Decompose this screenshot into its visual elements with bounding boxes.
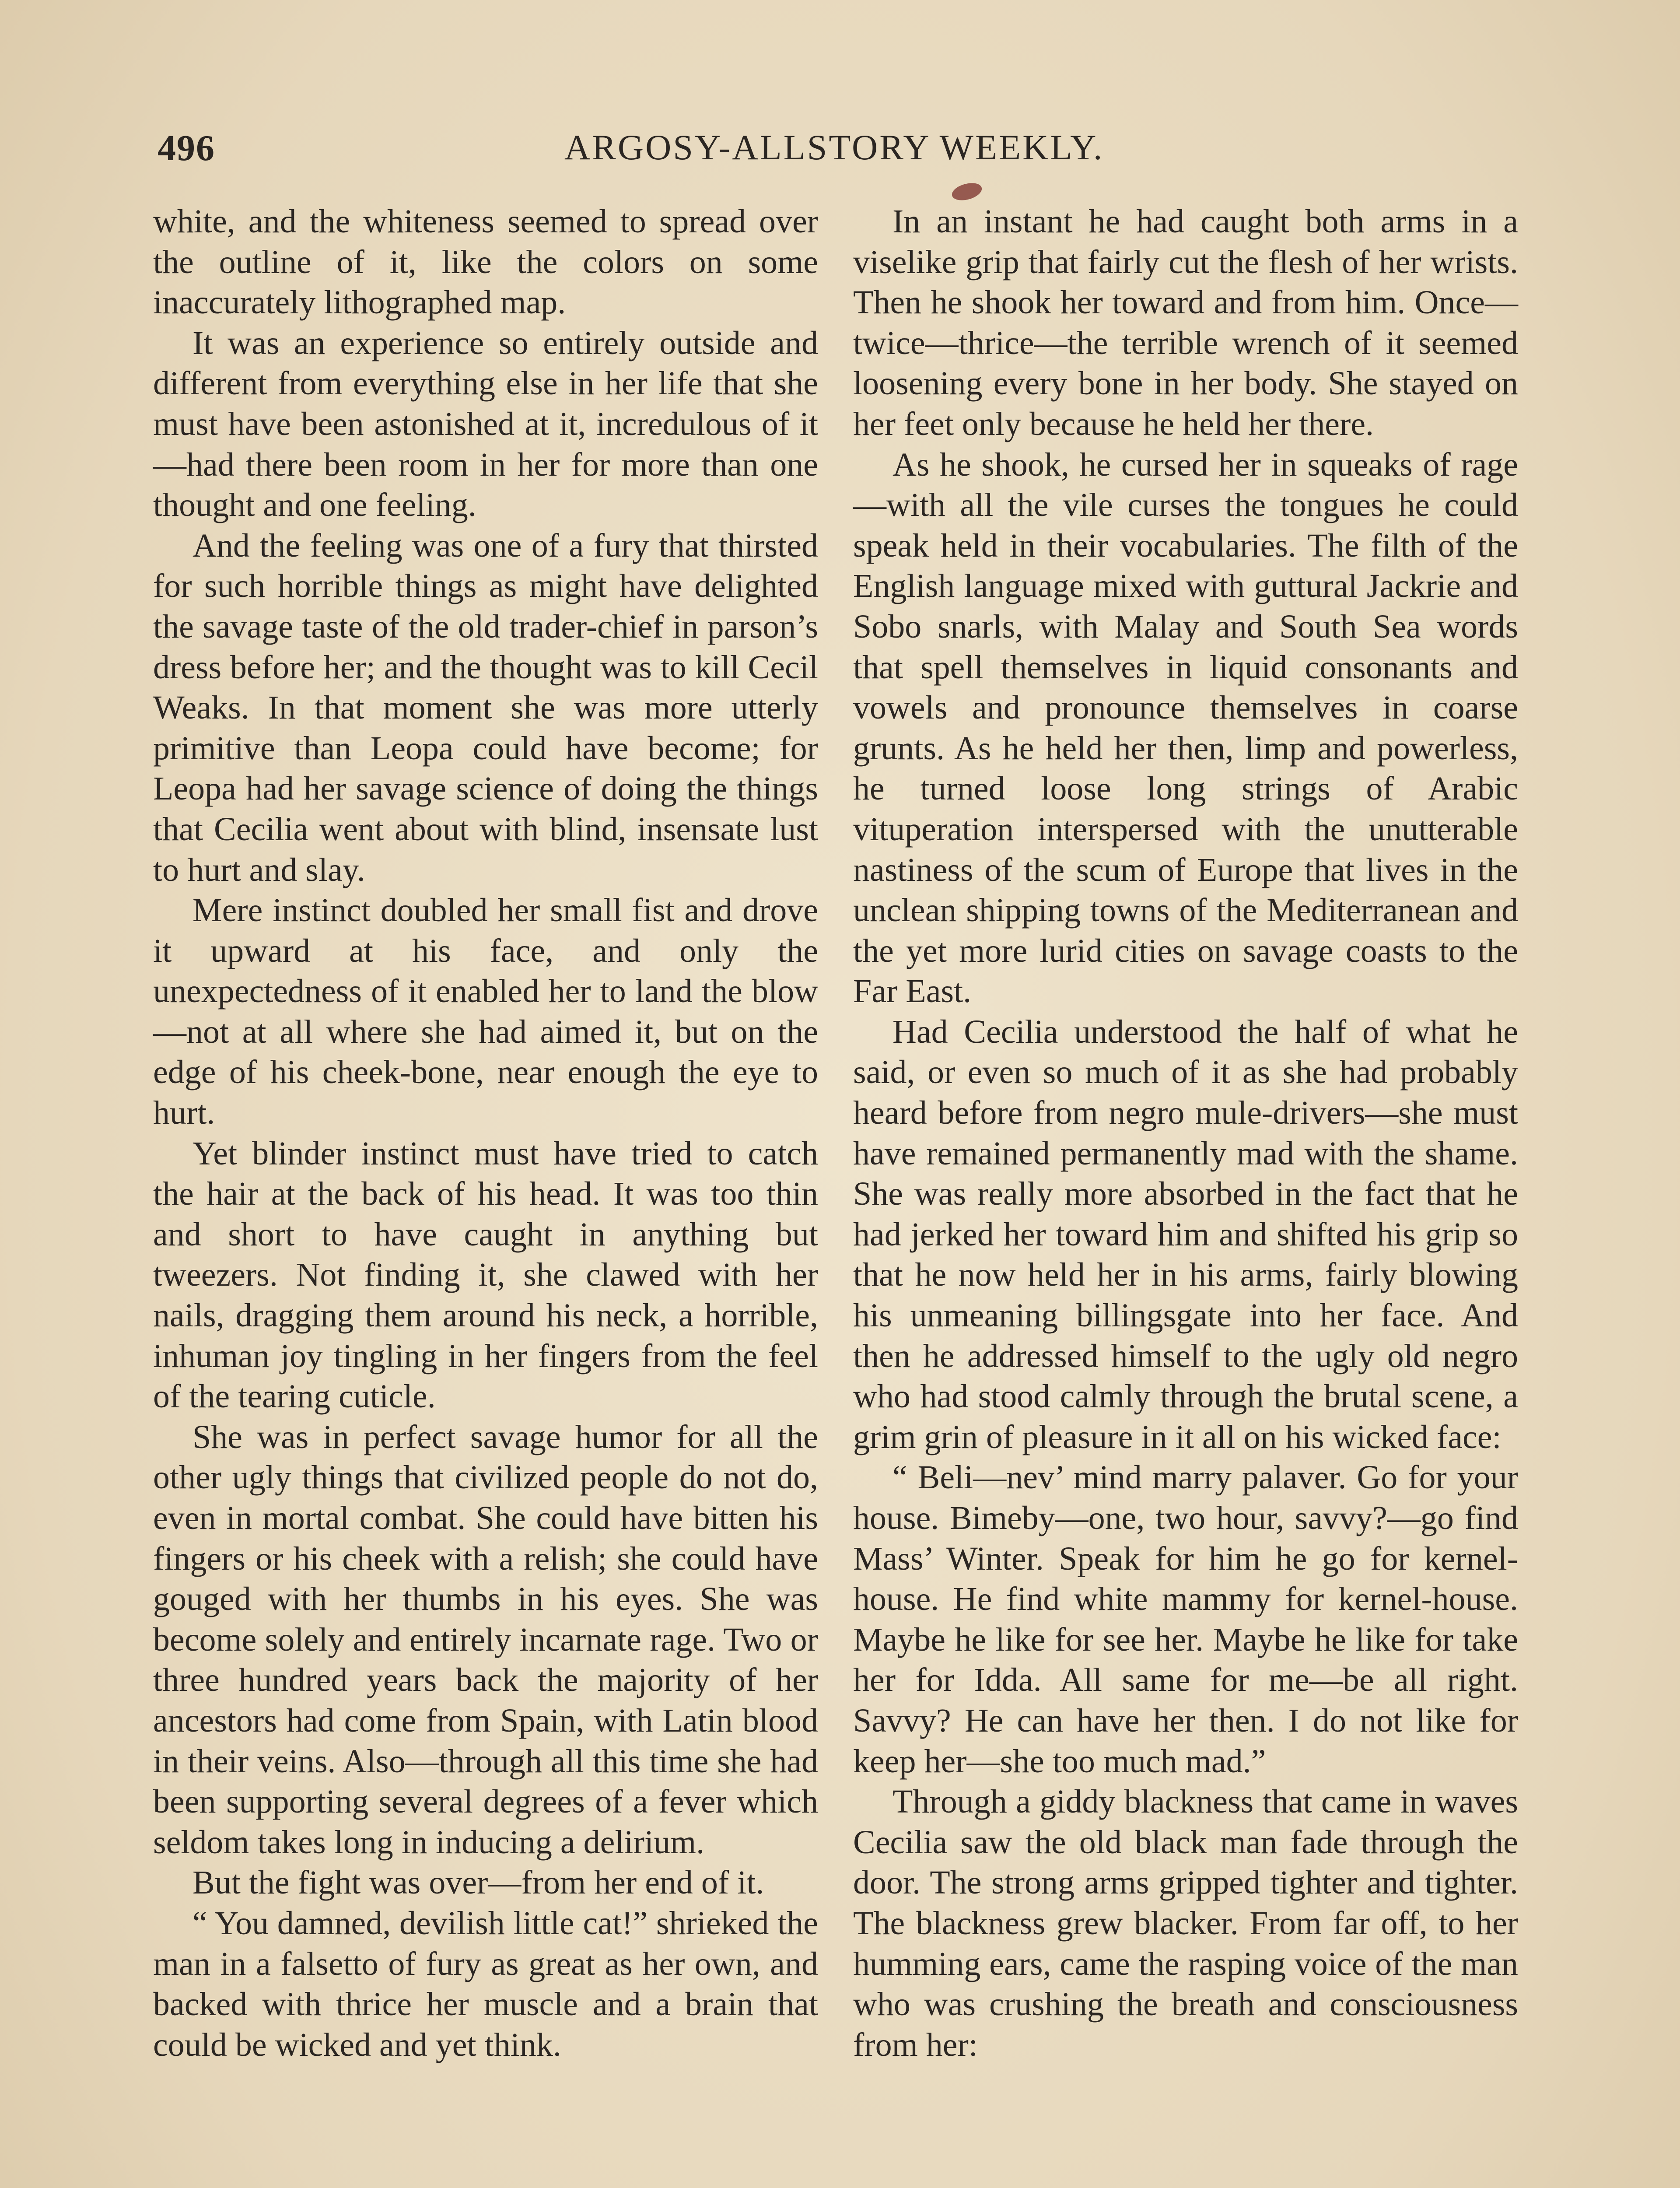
page-header (0, 127, 1680, 179)
paragraph: She was in perfect savage humor for all the other ugly things that civilized people do not do, even in mortal combat. She could have bitten his fingers or his cheek with a relish; she could have gouged with her thumbs in his eyes. She was become solely and entirely incarnate rage. Two or three hundred years back the majority of her ancestors had come from Spain, with Latin blood in their veins. Also—through all this time she had been supporting several degrees of a fever which seldom takes long in inducing a delirium. (153, 1418, 818, 1861)
running-head: ARGOSY-ALLSTORY WEEKLY. (564, 127, 1104, 167)
left-column (153, 201, 818, 2065)
paragraph: white, and the whiteness seemed to spread over the outline of it, like the colors on some inaccurately lithographed map. (153, 203, 818, 321)
paragraph: And the feeling was one of a fury that thirsted for such horrible things as might have delighted the savage taste of the old trader-chief in parson’s dress before her; and the thought was to kill Cecil Weaks. In that moment she was more utterly primitive than Leopa could have become; for Leopa had her savage science of doing the things that Cecilia went about with blind, insensate lust to hurt and slay. (153, 527, 818, 888)
ink-smudge (950, 180, 984, 203)
page-number: 496 (158, 128, 215, 168)
paragraph: In an instant he had caught both arms in a viselike grip that fairly cut the flesh of her wrists. Then he shook her toward and from him. Once—twice—thrice—the terrible wrench of it seemed loosening every bone in her body. She stayed on her feet only because he held her there. (853, 203, 1518, 442)
paragraph: It was an experience so entirely outside and different from everything else in her life that she must have been astonished at it, incredulous of it—had there been room in her for more than one thought and one feeling. (153, 324, 818, 524)
paragraph: Had Cecilia understood the half of what he said, or even so much of it as she had probably heard before from negro mule-drivers—she must have remained permanently mad with the shame. She was really more absorbed in the fact that he had jerked her toward him and shifted his grip so that he now held her in his arms, fairly blowing his unmeaning billingsgate into her face. And then he addressed himself to the ugly old negro who had stood calmly through the brutal scene, a grim grin of pleasure in it all on his wicked face: (853, 1013, 1518, 1455)
paragraph: Through a giddy blackness that came in waves Cecilia saw the old black man fade through the door. The strong arms gripped tighter and tighter. The blackness grew blacker. From far off, to her humming ears, came the rasping voice of the man who was crushing the breath and consciousness from her: (853, 1783, 1518, 2063)
paragraph: “ Beli—nev’ mind marry palaver. Go for your house. Bimeby—one, two hour, savvy?—go find Mass’ Winter. Speak for him he go for kernel-house. He find white mammy for kernel-house. Maybe he like for see her. Maybe he like for take her for Idda. All same for me—be all right. Savvy? He can have her then. I do not like for keep her—she too much mad.” (853, 1459, 1518, 1780)
right-column (853, 201, 1518, 2065)
paragraph: As he shook, he cursed her in squeaks of rage—with all the vile curses the tongues he could speak held in their vocabularies. The filth of the English language mixed with guttural Jackrie and Sobo snarls, with Malay and South Sea words that spell themselves in liquid consonants and vowels and pronounce themselves in coarse grunts. As he held her then, limp and powerless, he turned loose long strings of Arabic vituperation interspersed with the unutterable nastiness of the scum of Europe that lives in the unclean shipping towns of the Mediterranean and the yet more lurid cities on savage coasts to the Far East. (853, 446, 1518, 1010)
paragraph: “ You damned, devilish little cat!” shrieked the man in a falsetto of fury as great as her own, and backed with thrice her muscle and a brain that could be wicked and yet think. (153, 1904, 818, 2063)
paragraph: Yet blinder instinct must have tried to catch the hair at the back of his head. It was too thin and short to have caught in anything but tweezers. Not finding it, she clawed with her nails, dragging them around his neck, a horrible, inhuman joy tingling in her fingers from the feel of the tearing cuticle. (153, 1135, 818, 1415)
paragraph: Mere instinct doubled her small fist and drove it upward at his face, and only the unexpectedness of it enabled her to land the blow—not at all where she had aimed it, but on the edge of his cheek-bone, near enough the eye to hurt. (153, 892, 818, 1132)
paragraph: But the fight was over—from her end of it. (192, 1864, 764, 1901)
